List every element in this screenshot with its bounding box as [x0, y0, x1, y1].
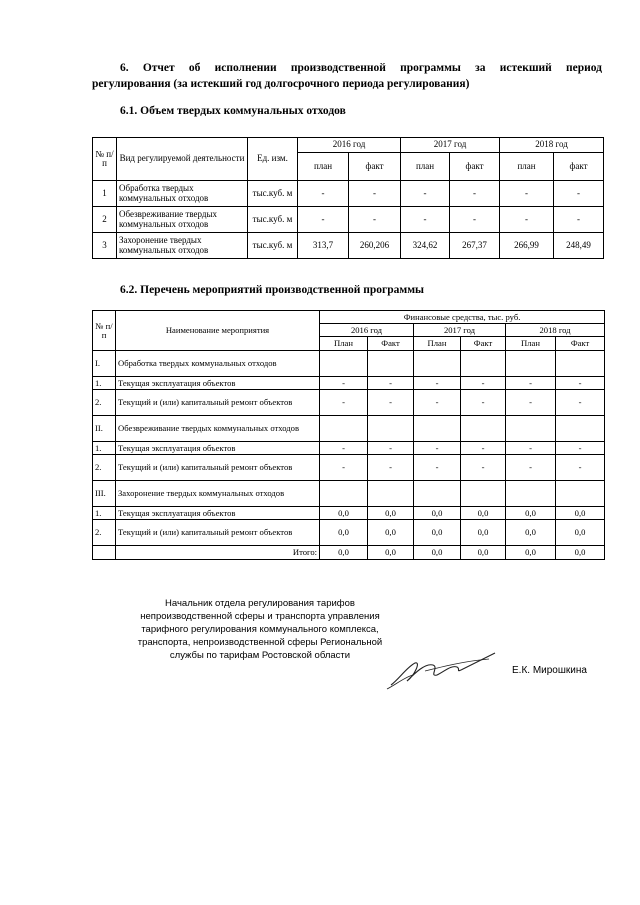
- cell-value: -: [320, 442, 368, 455]
- cell-value: 0,0: [320, 546, 368, 560]
- cell-value: -: [554, 207, 604, 233]
- col-header-year: 2018 год: [506, 324, 605, 337]
- table-row: [93, 442, 605, 455]
- cell-value: -: [414, 442, 461, 455]
- cell-value: -: [349, 181, 401, 207]
- cell-value: -: [368, 455, 414, 481]
- cell-value: -: [556, 390, 605, 416]
- table-row: [93, 390, 605, 416]
- cell-value: -: [500, 181, 554, 207]
- cell-value: -: [401, 207, 450, 233]
- cell-value: [556, 416, 605, 442]
- total-label: Итого:: [116, 546, 320, 560]
- position-line: службы по тарифам Ростовской области: [169, 650, 351, 661]
- cell-value: 267,37: [450, 233, 500, 259]
- row-name: Захоронение твердых коммунальных отходов: [116, 481, 320, 507]
- col-header-plan: план: [298, 153, 349, 181]
- cell-value: -: [506, 455, 556, 481]
- row-unit: тыс.куб. м: [248, 233, 298, 259]
- col-header-name: Наименование мероприятия: [116, 311, 320, 351]
- col-header-year: 2018 год: [500, 138, 604, 153]
- row-name: Текущая эксплуатация объектов: [116, 507, 320, 520]
- waste-volume-table: [92, 137, 604, 259]
- cell-value: 0,0: [506, 507, 556, 520]
- signatory-name: Е.К. Мирошкина: [512, 665, 587, 676]
- section61-title: 6.1. Объем твердых коммунальных отходов: [120, 105, 346, 117]
- cell-value: 0,0: [368, 546, 414, 560]
- cell-value: 0,0: [461, 546, 506, 560]
- row-name: Обезвреживание твердых коммунальных отходов: [117, 207, 248, 233]
- row-num: II.: [93, 416, 116, 442]
- col-header-year: 2016 год: [298, 138, 401, 153]
- table-row: [93, 481, 605, 507]
- row-name: Обезвреживание твердых коммунальных отходов: [116, 416, 320, 442]
- cell-value: -: [450, 181, 500, 207]
- section62-title: 6.2. Перечень мероприятий производственной программы: [120, 284, 425, 296]
- cell-value: 0,0: [368, 520, 414, 546]
- col-header-plan: План: [414, 337, 461, 351]
- cell-value: -: [349, 207, 401, 233]
- cell-value: -: [556, 442, 605, 455]
- cell-value: [461, 351, 506, 377]
- cell-value: -: [298, 207, 349, 233]
- cell-value: 0,0: [506, 520, 556, 546]
- cell-value: 0,0: [368, 507, 414, 520]
- cell-value: [320, 416, 368, 442]
- cell-value: 0,0: [414, 520, 461, 546]
- cell-value: [368, 416, 414, 442]
- row-name: Обработка твердых коммунальных отходов: [116, 351, 320, 377]
- cell-value: [461, 481, 506, 507]
- cell-value: [506, 481, 556, 507]
- cell-value: -: [401, 181, 450, 207]
- col-header-num: № п/п: [93, 311, 116, 351]
- table-row: [93, 455, 605, 481]
- cell-value: -: [368, 442, 414, 455]
- cell-value: 0,0: [556, 546, 605, 560]
- cell-value: -: [506, 377, 556, 390]
- cell-value: [414, 481, 461, 507]
- row-num: 2.: [93, 390, 116, 416]
- cell-value: 0,0: [556, 507, 605, 520]
- cell-value: 0,0: [461, 507, 506, 520]
- col-header-fact: факт: [349, 153, 401, 181]
- position-line: непроизводственной сферы и транспорта управления: [140, 611, 380, 622]
- row-unit: тыс.куб. м: [248, 181, 298, 207]
- cell-value: [320, 351, 368, 377]
- col-header-num: № п/п: [93, 138, 117, 181]
- row-name: Текущий и (или) капитальный ремонт объектов: [116, 390, 320, 416]
- cell-value: [461, 416, 506, 442]
- cell-value: -: [368, 377, 414, 390]
- row-num: 2.: [93, 455, 116, 481]
- cell-value: -: [461, 390, 506, 416]
- table-row: [93, 416, 605, 442]
- cell-value: -: [320, 390, 368, 416]
- cell-value: -: [556, 377, 605, 390]
- position-line: Начальник отдела регулирования тарифов: [165, 598, 355, 609]
- cell-value: -: [368, 390, 414, 416]
- cell-value: [506, 351, 556, 377]
- row-name: Текущая эксплуатация объектов: [116, 377, 320, 390]
- cell-value: [368, 481, 414, 507]
- row-name: Захоронение твердых коммунальных отходов: [117, 233, 248, 259]
- activities-table: [92, 310, 605, 560]
- cell-value: -: [461, 442, 506, 455]
- col-header-fact: Факт: [368, 337, 414, 351]
- handwritten-signature: [385, 645, 500, 695]
- col-header-fact: факт: [554, 153, 604, 181]
- cell-value: -: [298, 181, 349, 207]
- row-name: Текущий и (или) капитальный ремонт объектов: [116, 455, 320, 481]
- cell-value: 260,206: [349, 233, 401, 259]
- col-header-year: 2017 год: [401, 138, 500, 153]
- row-num: 2.: [93, 520, 116, 546]
- row-name: Обработка твердых коммунальных отходов: [117, 181, 248, 207]
- position-line: транспорта, непроизводственной сферы Региональной: [137, 637, 383, 648]
- row-num: III.: [93, 481, 116, 507]
- table-row: [93, 377, 605, 390]
- col-header-unit: Ед. изм.: [248, 138, 298, 181]
- table-row: [93, 207, 604, 233]
- col-header-fact: Факт: [556, 337, 605, 351]
- cell-value: 248,49: [554, 233, 604, 259]
- cell-value: -: [414, 377, 461, 390]
- section6-heading: [92, 60, 602, 92]
- cell-value: 0,0: [414, 546, 461, 560]
- col-header-fact: Факт: [461, 337, 506, 351]
- cell-value: 266,99: [500, 233, 554, 259]
- col-header-plan: План: [320, 337, 368, 351]
- cell-value: 0,0: [320, 520, 368, 546]
- section6-heading-line2: регулирования (за истекший год долгосрочного периода регулирования): [92, 78, 470, 90]
- cell-value: -: [461, 377, 506, 390]
- cell-value: -: [506, 390, 556, 416]
- row-num: I.: [93, 351, 116, 377]
- cell-value: 313,7: [298, 233, 349, 259]
- col-header-plan: план: [401, 153, 450, 181]
- cell-value: [506, 416, 556, 442]
- cell-value: 0,0: [461, 520, 506, 546]
- table-row: [93, 181, 604, 207]
- cell-value: [320, 481, 368, 507]
- section6-heading-line1: 6. Отчет об исполнении производственной программы за истекший период: [120, 62, 602, 74]
- table-row: [93, 351, 605, 377]
- cell-value: -: [506, 442, 556, 455]
- cell-value: 324,62: [401, 233, 450, 259]
- row-num: 1.: [93, 377, 116, 390]
- cell-value: -: [500, 207, 554, 233]
- cell-value: 0,0: [320, 507, 368, 520]
- cell-value: -: [320, 455, 368, 481]
- cell-value: -: [556, 455, 605, 481]
- cell-value: [414, 351, 461, 377]
- row-num: 1: [93, 181, 117, 207]
- col-header-year: 2017 год: [414, 324, 506, 337]
- row-num: 2: [93, 207, 117, 233]
- position-line: тарифного регулирования коммунального комплекса,: [141, 624, 379, 635]
- cell-value: 0,0: [556, 520, 605, 546]
- cell-value: -: [320, 377, 368, 390]
- signatory-position: [125, 597, 395, 662]
- cell-value: [368, 351, 414, 377]
- col-header-plan: план: [500, 153, 554, 181]
- cell-value: -: [414, 455, 461, 481]
- row-name: Текущий и (или) капитальный ремонт объектов: [116, 520, 320, 546]
- total-row: [93, 546, 605, 560]
- cell-value: -: [461, 455, 506, 481]
- table-row: [93, 520, 605, 546]
- cell-value: [556, 481, 605, 507]
- row-num: 3: [93, 233, 117, 259]
- row-unit: тыс.куб. м: [248, 207, 298, 233]
- cell-value: [414, 416, 461, 442]
- row-num: 1.: [93, 507, 116, 520]
- cell-value: -: [554, 181, 604, 207]
- cell-value: [556, 351, 605, 377]
- col-header-year: 2016 год: [320, 324, 414, 337]
- col-header-finance: Финансовые средства, тыс. руб.: [320, 311, 605, 324]
- row-num: 1.: [93, 442, 116, 455]
- row-name: Текущая эксплуатация объектов: [116, 442, 320, 455]
- col-header-kind: Вид регулируемой деятельности: [117, 138, 248, 181]
- table-row: [93, 233, 604, 259]
- cell-value: 0,0: [506, 546, 556, 560]
- table-row: [93, 507, 605, 520]
- cell-value: -: [450, 207, 500, 233]
- col-header-plan: План: [506, 337, 556, 351]
- cell-value: 0,0: [414, 507, 461, 520]
- cell-value: -: [414, 390, 461, 416]
- col-header-fact: факт: [450, 153, 500, 181]
